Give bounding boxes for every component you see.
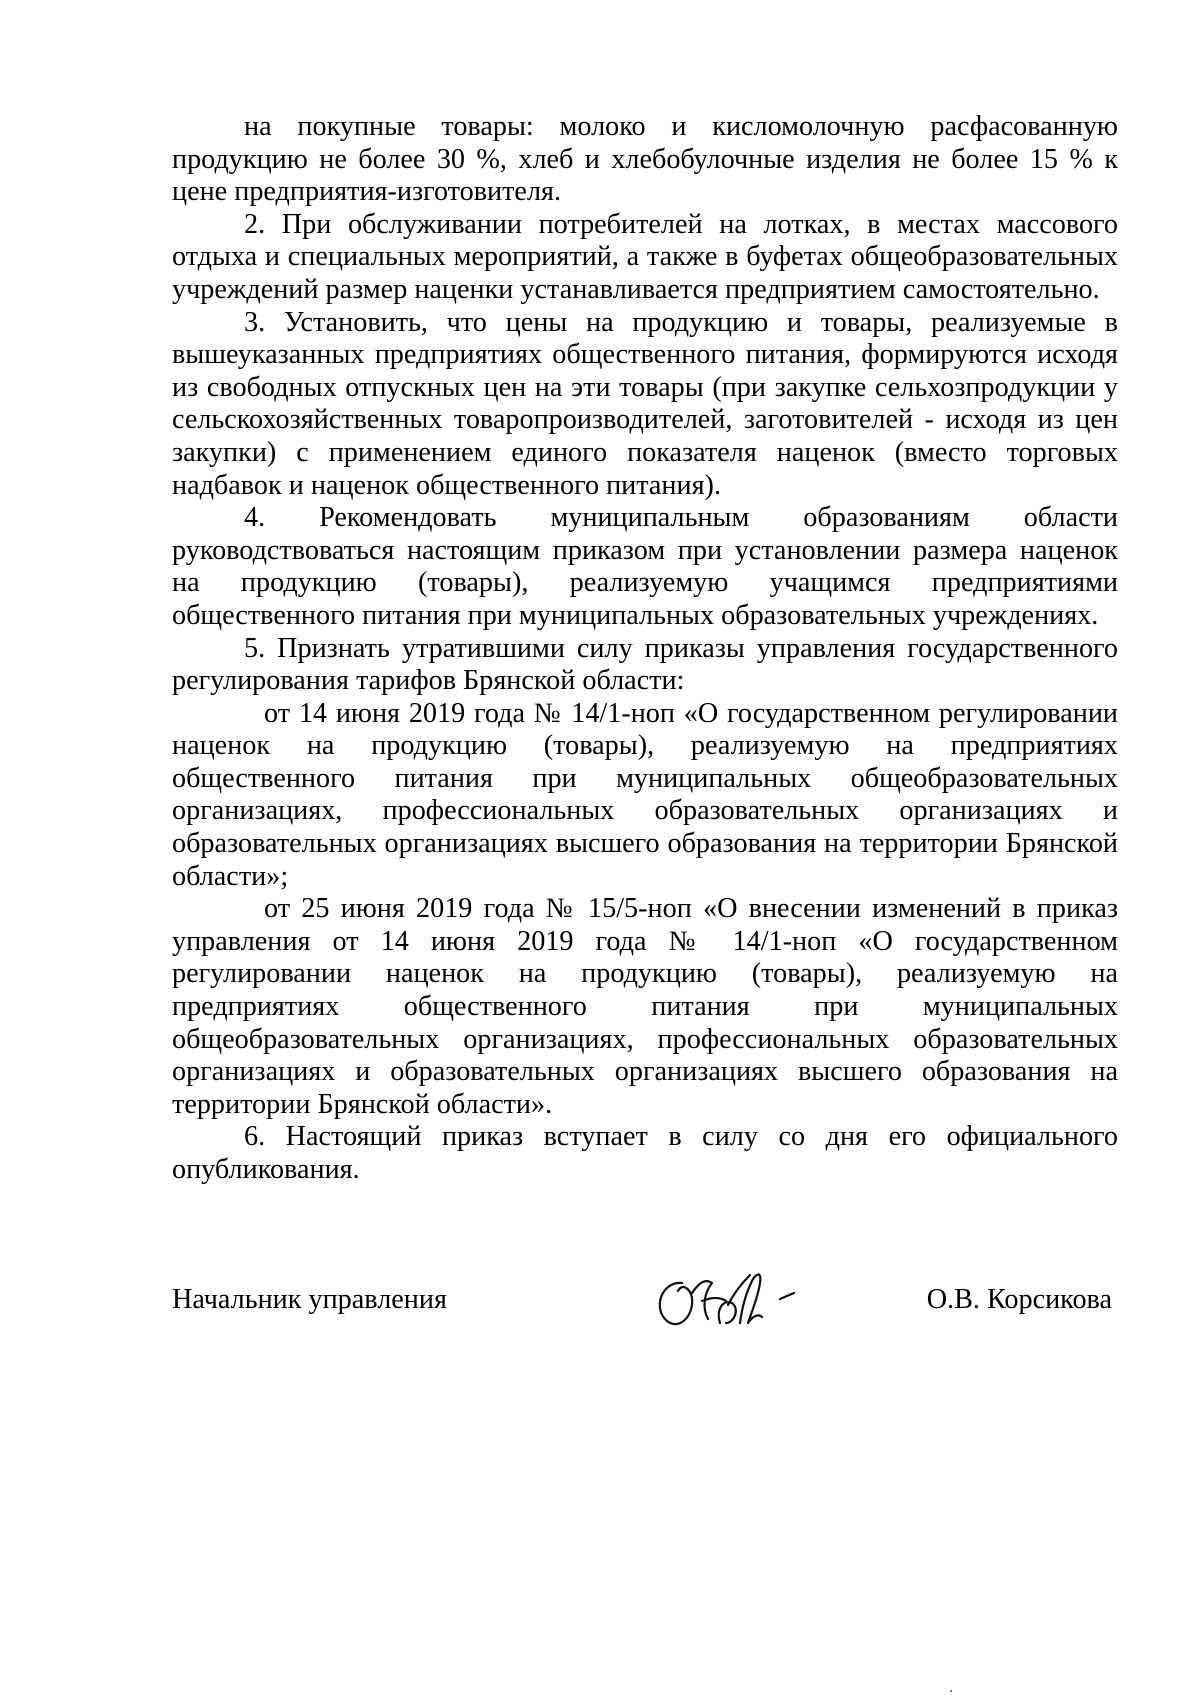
document-body (172, 111, 1118, 1187)
paragraph-item-5: 5. Признать утратившими силу приказы управления государственного регулирования тарифов Брянской области: (172, 632, 1118, 697)
paragraph-item-2: 2. При обслуживании потребителей на лотках, в местах массового отдыха и специальных мероприятий, а также в буфетах общеобразовательных учреждений размер наценки устанавливается предприятием самостоятельно. (172, 208, 1118, 305)
paragraph-item-6: 6. Настоящий приказ вступает в силу со дня его официального опубликования. (172, 1121, 1118, 1185)
paragraph-markup-continuation: на покупные товары: молоко и кисломолочную расфасованную продукцию не более 30 %, хлеб и хлебобулочные изделия не более 15 % к цене предприятия-изготовителя. (172, 111, 1118, 208)
paragraph-item-3: 3. Установить, что цены на продукцию и товары, реализуемые в вышеуказанных предприятиях общественного питания, формируются исходя из свободных отпускных цен на эти товары (при закупке сельхозпродукции у сельскохозяйственных товаропроизводителей, заготовителей - исходя из цен закупки) с применением единого показателя наценок (вместо торговых надбавок и наценок общественного питания). (172, 306, 1118, 501)
paragraph-repealed-order-1: от 14 июня 2019 года № 14/1-ноп «О государственном регулировании наценок на продукцию (товары), реализуемую на предприятиях общественного питания при муниципальных общеобразовательных организациях, профессиональных образовательных организациях и образовательных организациях высшего образования на территории Брянской области»; (172, 697, 1118, 892)
paragraph-repealed-order-2: от 25 июня 2019 года № 15/5-ноп «О внесении изменений в приказ управления от 14 июня 2019 года № 14/1-ноп «О государственном регулировании наценок на продукцию (товары), реализуемую на предприятиях общественного питания при муниципальных общеобразовательных организациях, профессиональных образовательных организациях и образовательных организациях высшего образования на территории Брянской области». (172, 893, 1118, 1120)
signatory-name: О.В. Корсикова (926, 1284, 1112, 1315)
signature-block (172, 1275, 1118, 1345)
handwritten-signature-icon (642, 1253, 802, 1343)
paragraph-item-4: 4. Рекомендовать муниципальным образованиям области руководствоваться настоящим приказом при установлении размера наценок на продукцию (товары), реализуемую учащимся предприятиями общественного питания при муниципальных образовательных учреждениях. (172, 502, 1118, 631)
signatory-position: Начальник управления (172, 1284, 447, 1315)
scan-speck (950, 1690, 952, 1692)
